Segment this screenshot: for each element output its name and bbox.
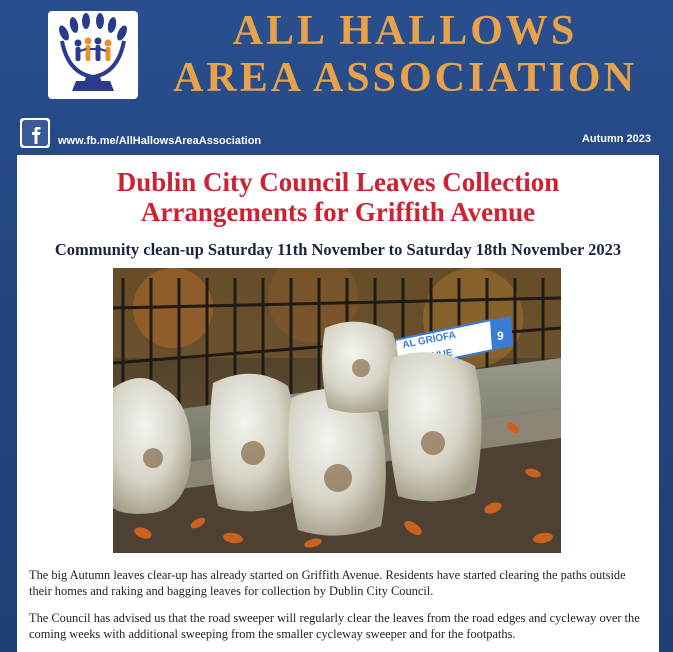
sign-line-1: AL GRÍOFA (401, 329, 457, 351)
sign-number: 9 (497, 329, 504, 343)
headline-line-1: Dublin City Council Leaves Collection (116, 167, 560, 197)
article-subheadline: Community clean-up Saturday 11th November to Saturday 18th November 2023 (54, 240, 622, 259)
paragraph-2: The Council has advised us that the road sweeper will regularly clear the leaves from the road edges and cycleway over the coming weeks with additional sweeping from the smaller cycleway sweeper and for the footpaths. (29, 611, 640, 641)
edition-label: Autumn 2023 (581, 133, 651, 145)
association-logo (48, 11, 138, 99)
leaf-bags-photo (113, 268, 561, 553)
article-headline (17, 167, 659, 227)
facebook-link[interactable]: www.fb.me/AllHallowsAreaAssociation (58, 135, 262, 147)
paragraph-1: The big Autumn leaves clear-up has already started on Griffith Avenue. Residents have started clearing the paths outside their homes and raking and bagging leaves for collection by Dublin City Council. (29, 568, 626, 598)
tree-family-logo-icon (48, 11, 138, 99)
facebook-icon[interactable] (20, 118, 50, 148)
article-panel (17, 155, 659, 652)
headline-line-2: Arrangements for Griffith Avenue (140, 197, 536, 227)
leaf-bag-5 (388, 352, 481, 501)
title-line-1: ALL HALLOWS (232, 8, 578, 54)
association-title (150, 8, 660, 102)
title-line-2: AREA ASSOCIATION (173, 55, 637, 101)
facebook-logo-icon (20, 118, 50, 148)
